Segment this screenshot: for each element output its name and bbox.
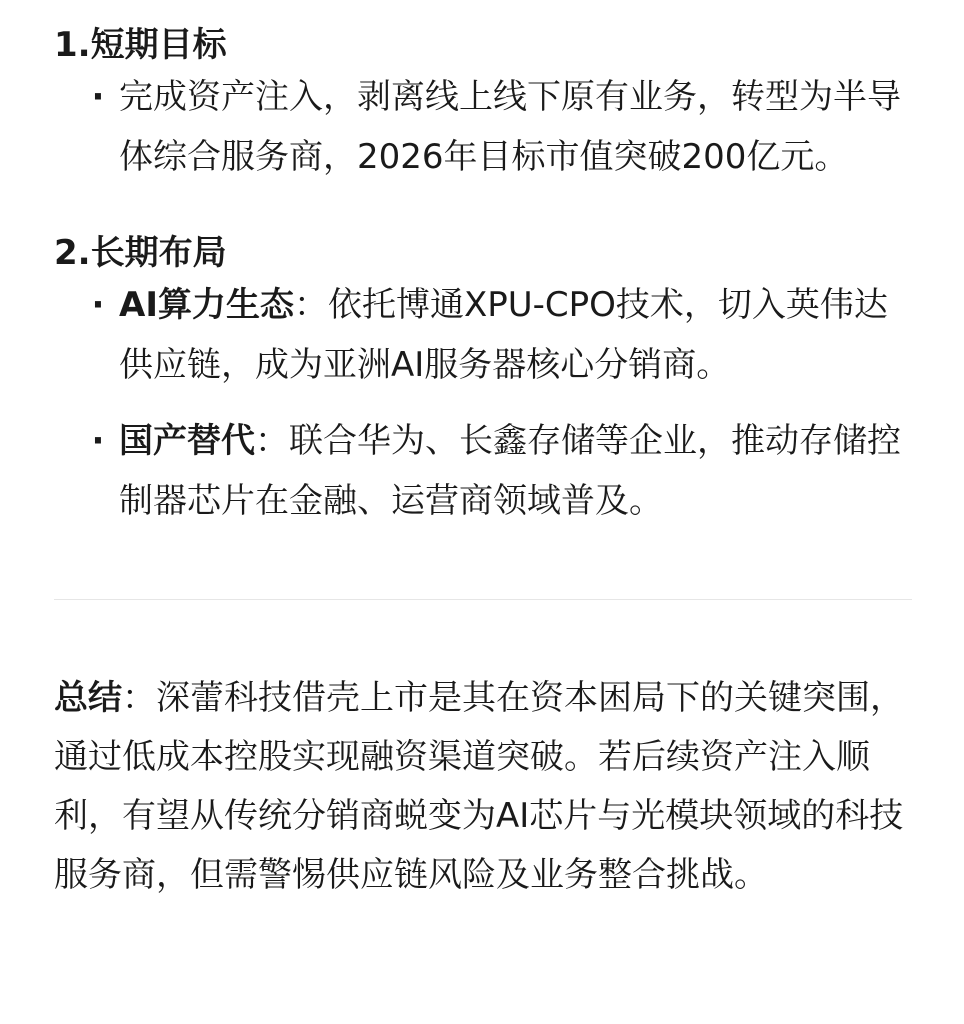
summary-paragraph — [54, 669, 912, 905]
summary-term: 总结 — [54, 678, 122, 718]
term-separator: ： — [293, 285, 328, 325]
long-term-layout-list — [54, 275, 912, 531]
long-term-layout-heading: 2.长期布局 — [54, 233, 227, 273]
list-item — [54, 411, 912, 531]
list-item-text: 依托博通XPU-CPO技术，切入英伟达供应链，成为亚洲AI服务器核心分销商。 — [119, 285, 888, 385]
bullet-dot: · — [91, 77, 105, 117]
short-term-goal-heading: 1.短期目标 — [54, 25, 227, 65]
list-item — [54, 275, 912, 395]
term-separator: ： — [255, 421, 289, 461]
section-divider — [54, 599, 912, 600]
list-item-term: AI算力生态 — [119, 285, 294, 325]
list-item — [54, 67, 912, 187]
bullet-dot: · — [91, 421, 105, 461]
summary-separator: ： — [122, 678, 156, 718]
list-item-text: 联合华为、长鑫存储等企业，推动存储控制器芯片在金融、运营商领域普及。 — [119, 421, 901, 521]
bullet-dot: · — [91, 285, 105, 325]
short-term-goal-list — [54, 67, 912, 187]
list-item-term: 国产替代 — [119, 421, 255, 461]
list-item-text: 完成资产注入，剥离线上线下原有业务，转型为半导体综合服务商，2026年目标市值突破200亿元。 — [119, 77, 901, 177]
summary-text: 深蕾科技借壳上市是其在资本困局下的关键突围，通过低成本控股实现融资渠道突破。若后续资产注入顺利，有望从传统分销商蜕变为AI芯片与光模块领域的科技服务商，但需警惕供应链风险及业务整合挑战。 — [54, 678, 904, 895]
